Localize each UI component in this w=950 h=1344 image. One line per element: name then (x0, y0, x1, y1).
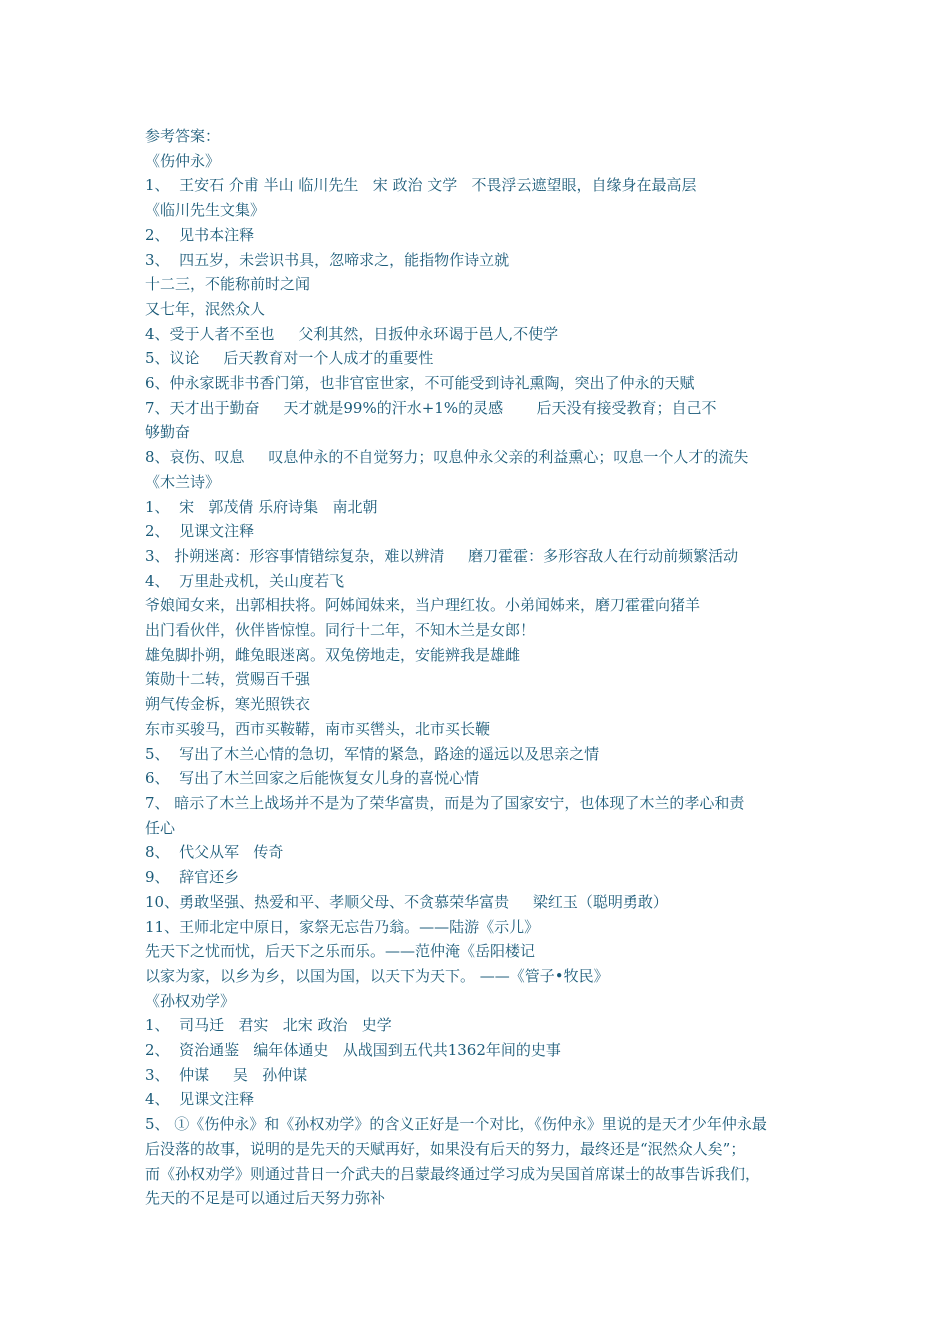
text-line: 《木兰诗》 (145, 472, 221, 491)
text-line: 7、天才出于勤奋 天才就是99%的汗水+1%的灵感 后天没有接受教育；自己不 (145, 398, 717, 417)
text-line: 3、 仲谋 吴 孙仲谋 (145, 1065, 308, 1084)
text-line: 东市买骏马，西市买鞍鞯，南市买辔头，北市买长鞭 (145, 719, 491, 738)
text-line: 5、议论 后天教育对一个人成才的重要性 (145, 349, 434, 368)
text-line: 十二三，不能称前时之闻 (145, 275, 311, 294)
text-line: 4、受于人者不至也 父利其然，日扳仲永环谒于邑人,不使学 (145, 324, 559, 343)
text-line: 出门看伙伴，伙伴皆惊惶。同行十二年，不知木兰是女郎！ (145, 621, 536, 640)
text-line: 《孙权劝学》 (145, 991, 236, 1010)
text-line: 《临川先生文集》 (145, 201, 266, 220)
text-line: 2、 资治通鉴 编年体通史 从战国到五代共1362年间的史事 (145, 1041, 561, 1060)
text-line: 6、 写出了木兰回家之后能恢复女儿身的喜悦心情 (145, 769, 480, 788)
text-line: 朔气传金柝，寒光照铁衣 (145, 695, 311, 714)
text-line: 够勤奋 (145, 423, 191, 442)
text-line: 7、 暗示了木兰上战场并不是为了荣华富贵，而是为了国家安宁，也体现了木兰的孝心和责 (145, 793, 745, 812)
text-line: 3、 扑朔迷离：形容事情错综复杂，难以辨清 磨刀霍霍：多形容敌人在行动前频繁活动 (145, 546, 739, 565)
text-line: 1、 王安石 介甫 半山 临川先生 宋 政治 文学 不畏浮云遮望眼，自缘身在最高层 (145, 176, 697, 195)
document-body (145, 124, 825, 1211)
text-line: 5、 ①《伤仲永》和《孙权劝学》的含义正好是一个对比，《伤仲永》里说的是天才少年仲永最 (145, 1115, 767, 1134)
text-line: 9、 辞官还乡 (145, 868, 240, 887)
text-line: 2、 见书本注释 (145, 225, 255, 244)
text-line: 10、勇敢坚强、热爱和平、孝顺父母、不贪慕荣华富贵 梁红玉（聪明勇敢） (145, 892, 668, 911)
text-line: 8、 代父从军 传奇 (145, 843, 284, 862)
text-line: 3、 四五岁，未尝识书具，忽啼求之，能指物作诗立就 (145, 250, 510, 269)
text-line: 11、王师北定中原日，家祭无忘告乃翁。——陆游《示儿》 (145, 917, 540, 936)
text-line: 4、 见课文注释 (145, 1090, 255, 1109)
text-line: 先天的不足是可以通过后天努力弥补 (145, 1189, 386, 1208)
text-line: 4、 万里赴戎机，关山度若飞 (145, 571, 345, 590)
text-line: 先天下之忧而忧，后天下之乐而乐。——范仲淹《岳阳楼记 (145, 942, 536, 961)
text-line: 爷娘闻女来，出郭相扶将。阿姊闻妹来，当户理红妆。小弟闻姊来，磨刀霍霍向猪羊 (145, 596, 701, 615)
text-line: 任心 (145, 818, 176, 837)
text-line: 而《孙权劝学》则通过昔日一介武夫的吕蒙最终通过学习成为吴国首席谋士的故事告诉我们， (145, 1164, 761, 1183)
text-line: 以家为家，以乡为乡，以国为国，以天下为天下。 ——《管子•牧民》 (145, 966, 609, 985)
text-line: 6、仲永家既非书香门第，也非官宦世家，不可能受到诗礼熏陶，突出了仲永的天赋 (145, 374, 695, 393)
text-line: 2、 见课文注释 (145, 522, 255, 541)
text-line: 策勋十二转，赏赐百千强 (145, 670, 311, 689)
text-line: 《伤仲永》 (145, 151, 221, 170)
text-line: 后没落的故事，说明的是先天的天赋再好，如果没有后天的努力，最终还是“泯然众人矣”； (145, 1139, 746, 1158)
text-line: 1、 司马迁 君实 北宋 政治 史学 (145, 1016, 392, 1035)
text-line: 8、哀伤、叹息 叹息仲永的不自觉努力；叹息仲永父亲的利益熏心；叹息一个人才的流失 (145, 448, 749, 467)
text-line: 5、 写出了木兰心情的急切，军情的紧急，路途的遥远以及思亲之情 (145, 744, 600, 763)
text-line: 参考答案： (145, 127, 221, 145)
text-line: 又七年，泯然众人 (145, 299, 266, 318)
text-line: 雄兔脚扑朔，雌兔眼迷离。双兔傍地走，安能辨我是雄雌 (145, 645, 521, 664)
text-line: 1、 宋 郭茂倩 乐府诗集 南北朝 (145, 497, 378, 516)
